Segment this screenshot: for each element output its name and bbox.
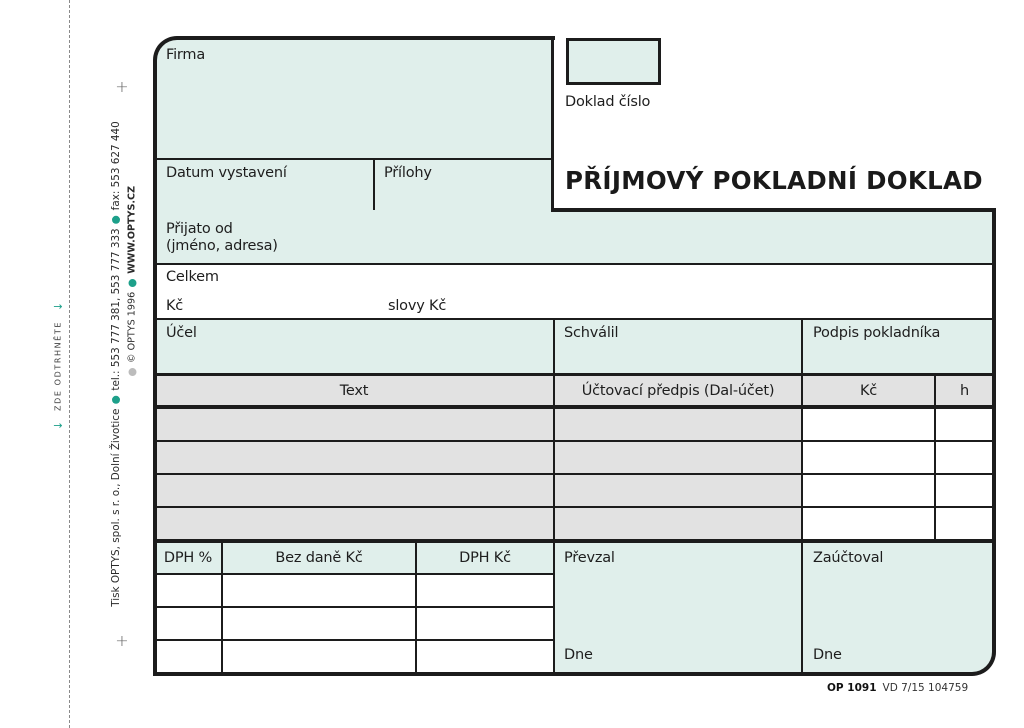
doc-number-field[interactable] <box>566 38 661 85</box>
bullet-icon <box>128 279 136 287</box>
table-row[interactable] <box>157 508 553 539</box>
vat-col-vat: DPH Kč <box>459 550 511 566</box>
divider <box>801 320 803 376</box>
frame-corner <box>940 600 996 676</box>
ucel-label[interactable]: Účel <box>166 325 197 341</box>
frame-top-right <box>551 208 996 212</box>
schvalil-label[interactable]: Schválil <box>564 325 619 341</box>
frame-divider <box>551 36 554 212</box>
divider <box>155 606 553 608</box>
col-header-account: Účtovací předpis (Dal-účet) <box>581 383 775 399</box>
form-version: VD 7/15 104759 <box>882 682 969 694</box>
tear-here-label <box>28 296 88 436</box>
divider <box>553 374 555 674</box>
doc-number-label: Doklad číslo <box>565 94 651 110</box>
vat-col-base: Bez daně Kč <box>275 550 363 566</box>
vat-col-rate: DPH % <box>163 550 213 566</box>
divider <box>155 573 553 575</box>
crop-mark-icon: + <box>115 77 129 96</box>
signature-area <box>553 542 993 674</box>
printer-phone: tel.: 553 777 381, 553 777 333 <box>110 228 122 391</box>
prilohy-label: Přílohy <box>384 165 432 181</box>
vat-body <box>155 574 553 674</box>
prevzal-label[interactable]: Převzal <box>564 550 615 566</box>
divider <box>155 318 993 320</box>
divider <box>553 320 555 376</box>
col-header-kc: Kč <box>859 383 878 399</box>
copyright-text: © OPTYS 1996 <box>126 291 138 364</box>
col-header-text: Text <box>339 383 369 399</box>
arrow-icon: → <box>53 419 63 433</box>
document-title: PŘÍJMOVÝ POKLADNÍ DOKLAD <box>565 166 983 195</box>
divider <box>801 374 803 674</box>
printer-name: Tisk OPTYS, spol. s r. o., Dolní Životice <box>110 408 122 607</box>
datum-label: Datum vystavení <box>166 165 287 181</box>
dne-label: Dne <box>564 647 593 663</box>
kc-label: Kč <box>166 298 184 314</box>
firma-label: Firma <box>166 47 206 63</box>
divider <box>155 639 553 641</box>
divider <box>155 539 993 543</box>
printer-fax: fax: 553 627 440 <box>110 121 122 211</box>
table-row[interactable] <box>157 409 553 440</box>
zauctoval-label[interactable]: Zaúčtoval <box>813 550 884 566</box>
dne-label: Dne <box>813 647 842 663</box>
slovy-label: slovy Kč <box>388 298 447 314</box>
printer-website: WWW.OPTYS.CZ <box>126 185 138 274</box>
divider <box>373 158 375 210</box>
copyright-icon <box>128 368 136 376</box>
crop-mark-icon: + <box>115 631 129 650</box>
table-row[interactable] <box>157 442 553 473</box>
form-code <box>827 682 968 694</box>
frame-bottom <box>153 672 948 676</box>
frame-corner <box>153 36 555 96</box>
bullet-icon <box>112 215 120 223</box>
divider <box>155 158 552 160</box>
frame-right <box>992 208 996 638</box>
form-number: OP 1091 <box>827 682 877 694</box>
celkem-label: Celkem <box>166 269 219 285</box>
prijato-sublabel: (jméno, adresa) <box>166 238 278 254</box>
podpis-label[interactable]: Podpis pokladníka <box>813 325 941 341</box>
celkem-field[interactable] <box>155 264 993 320</box>
prijato-field[interactable] <box>155 210 993 264</box>
tear-here-text: ZDE ODTRHNĚTE <box>53 321 63 411</box>
divider <box>155 373 993 376</box>
printer-info <box>102 121 142 607</box>
divider <box>155 263 993 265</box>
prijato-label: Přijato od <box>166 221 233 237</box>
bullet-icon <box>112 396 120 404</box>
table-row[interactable] <box>157 475 553 506</box>
col-header-h: h <box>960 383 969 399</box>
arrow-icon: → <box>53 299 63 313</box>
